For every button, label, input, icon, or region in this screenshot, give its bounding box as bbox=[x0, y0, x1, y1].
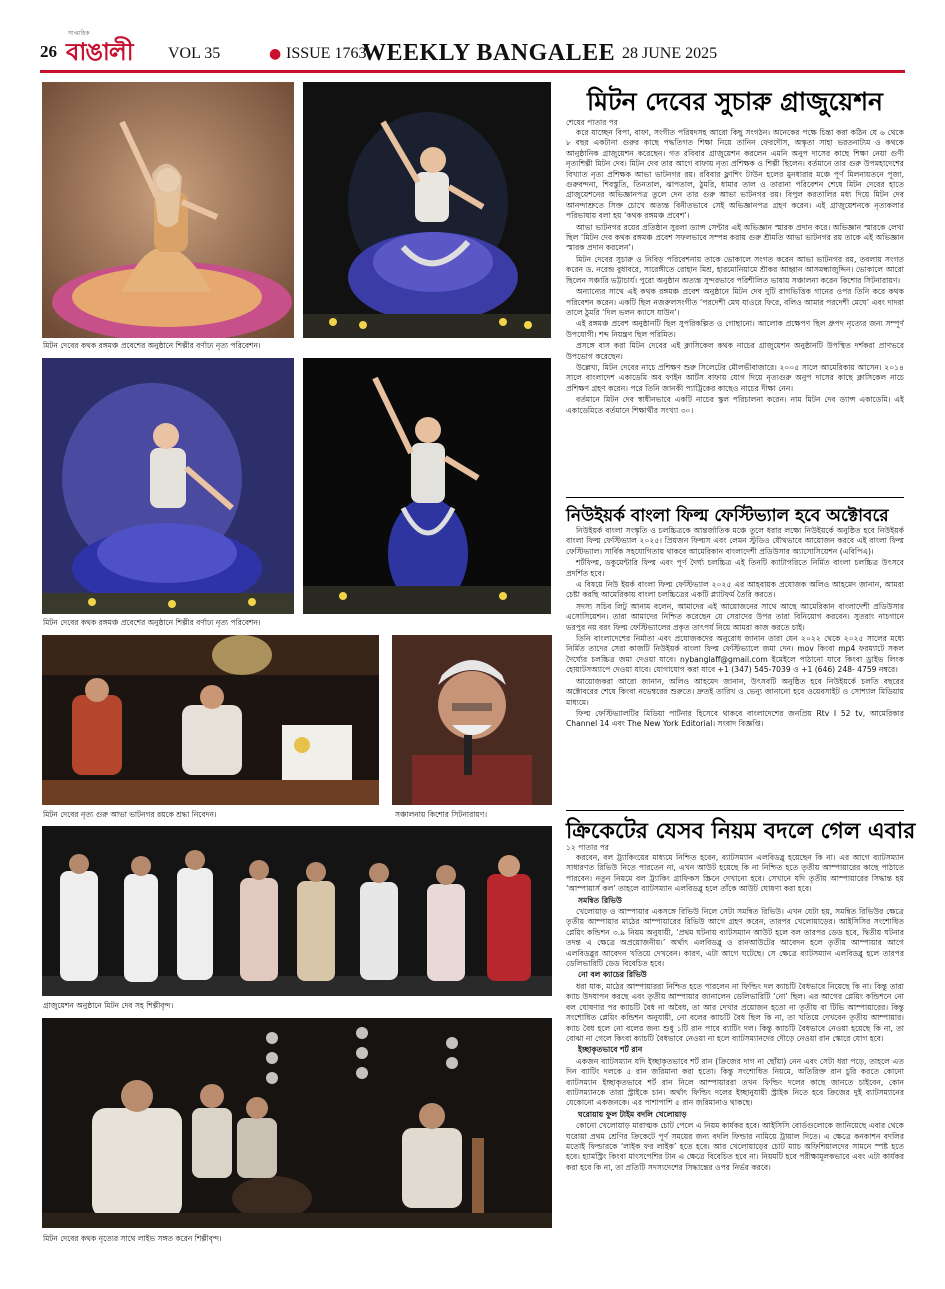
article-body-film-festival bbox=[566, 526, 904, 808]
photo-dancer-blue-skirt-1 bbox=[303, 82, 551, 338]
photo-group-artists bbox=[42, 826, 552, 996]
subheading: ঘরোয়ায় ফুল টাইম বদলি খেলোয়াড় bbox=[578, 1109, 687, 1119]
article-headline-cricket-rules: ক্রিকেটের যেসব নিয়ম বদলে গেল এবার bbox=[566, 819, 916, 844]
bullet-separator: ● bbox=[269, 46, 282, 62]
paragraph: শর্টফিল্ম, ডকুমেন্টারি ফিল্ম এবং পূর্ণ দৈর্ঘ্য চলচ্চিত্র এই তিনটি ক্যাটাগরিতে নির্মিত বাংলা চলচ্চিত্র উৎসবে প্রদর্শিত হবে। bbox=[566, 558, 904, 578]
masthead-rule bbox=[40, 70, 905, 73]
volume-number: VOL 35 bbox=[168, 45, 221, 62]
article-divider bbox=[566, 497, 904, 498]
article-continuation-note: ১২ পাতার পর bbox=[566, 843, 609, 852]
paragraph: ফিল্ম ফেস্টিভ্যালটির মিডিয়া পার্টনার হিসেবে থাকবে বাংলাদেশের জনপ্রিয় Rtv I 52 tv, আমেরিকার Channel 14 এবং The New York Editorial। সংবাদ বিজ্ঞপ্তি। bbox=[566, 708, 904, 729]
photo-dancer-gold-dress bbox=[42, 82, 294, 338]
photo-dancer-blue-skirt-3 bbox=[303, 358, 551, 614]
newspaper-logo bbox=[66, 30, 160, 68]
issue-number: ISSUE 1763 bbox=[286, 45, 367, 62]
photo-caption: গ্রাজুয়েশন অনুষ্ঠানে মিটন দেব সহ শিল্পীবৃন্দ। bbox=[43, 1001, 174, 1010]
article-body-cricket-rules bbox=[566, 853, 904, 1243]
photo-caption: মিটন দেবের কথক রঙ্গমঞ্চ প্রবেশের অনুষ্ঠানে শিল্পীর বর্ণাঢ্য নৃত্য পরিবেশন। bbox=[43, 618, 261, 627]
paragraph: করবেন, বল ট্র্যাকিংয়ের মাধ্যমে নিশ্চিত হবেন, ব্যাটসম্যান এলবিডব্লু হয়েছেন কি না। এর আগে ব্যাটসম্যান সাধারণত রিভিউ নিতে পারতেন না, এখন আউট হয়েছে কি না নিশ্চিত হতে তৃতীয় আম্পায়ারের কাছে পাঠাতে পারবেন। নতুন নিয়মে বল ট্র্যাকিং গ্রাফিকস স্ক্রিনে দেখানো হবে। সেখানে যদি তৃতীয় আম্পায়ারের সিদ্ধান্ত হয় ‘আম্পায়ার্স কল’ তাহলে ব্যাটসম্যান এলবিডব্লু হলে তাঁকে আউট ঘোষণা করা হবে। bbox=[566, 853, 904, 894]
paragraph: উল্লেখ্য, মিটন দেবের নাচে প্রশিক্ষণ শুরু সিলেটের মৌলভীবাজারে। ২০০৫ সালে আমেরিকায় আসেন। ২০১৪ সালে বাংলাদেশ একাডেমি অব ফাইন আর্টস বাফায় যোগ দিয়ে নৃত্যগুরু অনুপ দাসের কাছে ক্লাসিকেল নাচে প্রশিক্ষণ গ্রহণ করেন। পরে তিনি জানকী প্যাট্রিকের কাছেও নাচের দীক্ষা নেন। bbox=[566, 362, 904, 393]
photo-host-speaker bbox=[392, 635, 552, 805]
article-headline-graduation: মিটন দেবের সুচারু গ্রাজুয়েশন bbox=[587, 87, 883, 116]
paragraph: করে যাচ্ছেন বিপা, বাফা, সংগীত পরিষদসহ আরো কিছু সংগঠন। অনেকের পক্ষে চিন্তা করা কঠিন যে ৬ থেকে ৮ বছর একটানা গুরুর কাছে পদ্ধতিগত শিক্ষা নিয়ে তানিন ফেরদৌস, অস্কৃতা সাহা ভরতনাট্যম ও কথকে আনুষ্ঠানিক গ্রাজুয়েশন করেছেন। গত রবিবার গ্রাজুয়েশন করলেন এমনি অনুপ দাসের কাছে শিক্ষা নেয়া গুণী নৃত্যশিল্পী মিটন দেব। মিটন দেব তার আগে বাফায় নৃত্য প্রশিক্ষক ও শিল্পী ছিলেন। বর্তমানে তার গুরু উপমহাদেশের বিখ্যাত নৃত্য প্রশিক্ষক আভা ভাটনগর রয়। রবিবার ফ্লাশিং টাউন হলের মুনধারার মঞ্চে পূর্ণ মিলনায়তনে পূজা, গুরুবন্দনা, শিবস্তুতি, তিনতাল, ঝাপতাল, ঠুমরি, ধামার তাল ও তারানা পরিবেশন শেষে মিটন দেবের হাতে গ্রাজুয়েশনের অভিজ্ঞানপত্র তুলে দেন তার গুরু আভা ভাটনগর রয়। বিপুল করতালির মধ্য দিয়ে মিটন দেব আনন্দাশ্রুতে সিক্ত চোখে অত্যন্ত বিনীতভাবে সেই অভিজ্ঞানপত্র গ্রহণ করেন। এই গ্রাজুয়েশনকে নৃত্যকলার পরিভাষায় বলা হয় ‘কথক রঙ্গমঞ্চ প্রবেশ’। bbox=[566, 128, 904, 221]
paper-name: WEEKLY BANGALEE bbox=[362, 40, 616, 66]
photo-dancer-blue-skirt-2 bbox=[42, 358, 294, 614]
photo-tribute-to-guru bbox=[42, 635, 379, 805]
paragraph: মিটন দেবের সুচারু ও নিবিড় পরিবেশনায় তাকে ভোকালে সংগত করেন আভা ভাটনগর রয়, তবলায় সংগত করেন ড. নরেন্দ্র বুধাবরে, সারেঙ্গীতে রোহান মিশ্র, হারমোনিয়ামে শ্রীকর আহ্বান আসমন্ধাজুদ্দিন। ভোকালে আরো ছিলেন সঞ্চারি ভট্টাচার্য। পুরো অনুষ্ঠান অত্যন্ত সুন্দরভাবে পরিশীলিত ভাষায় সঞ্চালনা করেন কিশোর সিটনারায়ণ। bbox=[566, 254, 904, 285]
paragraph: তিনি বাংলাদেশের নির্মাতা এবং প্রযোজকদের অনুরোধ জানান তারা যেন ২০২২ থেকে ২০২৫ সালের মধ্যে নির্মিত তাদের সেরা কাজটি নিউইয়র্ক বাংলা ফিল্ম ফেস্টিভ্যালে জমা দেন। mov কিংবা mp4 ফরম্যাটে সকল দৈর্ঘ্যের চলচ্চিত্র জমা দেওয়া যাবে। nybanglaff@gmail.com ইমেইলে পাঠানো যাবে কিংবা ড্রাইভ লিংক হোয়াটসঅ্যাপে দেওয়া যাবে। যোগাযোগ করা যাবে +1 (347) 545-7039 ও +1 (646) 248- 4759 নম্বরে। bbox=[566, 634, 904, 675]
subheading: সমন্বিত রিভিউ bbox=[578, 895, 622, 905]
paragraph: নিউইয়র্ক বাংলা সংস্কৃতি ও চলচ্চিত্রকে আন্তর্জাতিক মঞ্চে তুলে ধরার লক্ষ্যে নিউইয়র্কে অনুষ্ঠিত হবে নিউইয়র্ক বাংলা ফিল্ম ফেস্টিভ্যাল ২০২৫। প্রিয়জন ফিল্মস এবং লেমন স্টুডিও যৌথভাবে আয়োজন করবে এই বাংলা ফিল্ম ফেস্টিভ্যাল। সার্বিক সহযোগিতায় থাকবে আমেরিকান বাংলাদেশী প্রডিউসার অ্যাসোসিয়েশন (এবিপিএ)। bbox=[566, 526, 904, 556]
article-divider bbox=[566, 810, 904, 811]
issue-date: 28 JUNE 2025 bbox=[622, 45, 718, 62]
page-number: 26 bbox=[40, 42, 57, 61]
logo-tagline: সাপ্তাহিক bbox=[68, 30, 90, 37]
paragraph: খেলোয়াড় ও আম্পায়ার একসঙ্গে রিভিউ নিলে সেটা সমন্বিত রিভিউ। এখন যেটা হয়, সমন্বিত রিভিউর ক্ষেত্রে তৃতীয় আম্পায়ার মাঠের আম্পায়ারের রিভিউ আগে গ্রহণ করেন, তারপর খেলোয়াড়ের। আইসিসির সংশোধিত প্লেয়িং কন্ডিশন ৩.৯ নিয়ম অনুযায়ী, ‘প্রথম ঘটনায় ব্যাটসম্যান আউট হলে বল তারপর ডেড হবে, দ্বিতীয় ঘটনার তদন্ত এ ক্ষেত্রে অপ্রয়োজনীয়।’ অর্থাৎ এলবিডব্লু ও রানআউটের আবেদন হলে তৃতীয় আম্পায়ার আগে এলবিডব্লুর আবেদন খতিয়ে দেখবেন। কারণ, এটা আগে ঘটেছে। সে ক্ষেত্রে ব্যাটসম্যান এলবিডব্লু হলে তারপর ডেলিভারিটি ডেড বিবেচিত হবে। bbox=[566, 907, 904, 969]
paragraph: একজন ব্যাটসম্যান যদি ইচ্ছাকৃতভাবে শর্ট রান (ক্রিজের দাগ না ছোঁয়া) নেন এবং সেটা ধরা পড়ে, তাহলে এত দিন ব্যাটিং দলকে ৫ রান জরিমানা করা হতো। কিন্তু সংশোধিত নিয়মে, অতিরিক্ত রান চুরি করতে কোনো ব্যাটসম্যান ইচ্ছাকৃতভাবে শর্ট রান নিলে আম্পায়াররা তখন ফিল্ডিং দলের কাছে জানতে চাইবেন, কোন ব্যাটসম্যানকে তারা স্ট্রাইকে চান। অর্থাৎ ফিল্ডিং দলের ইচ্ছানুযায়ী স্ট্রাইক নিতে হবে ক্রিজের দুই ব্যাটসম্যানের যেকোনো একজনকে। এর পাশাপাশি ৫ রান জরিমানাও থাকছে। bbox=[566, 1056, 904, 1108]
paragraph: আভা ভাটনগর রয়ের প্রতিষ্ঠান সুরলা ড্যান্স সেন্টার এই অভিজ্ঞান স্মারক প্রদান করে। অভিজ্ঞান স্মারকে লেখা ছিল ‘মিটন দেব কথক রঙ্গমঞ্চ প্রবেশ সফলভাবে সম্পন্ন করায় গুরু শ্রীমতি আভা ভাটনগর রয় তাকে এই অভিজ্ঞান স্মারক প্রদান করলেন’। bbox=[566, 222, 904, 253]
paragraph: সদস্য সচিব লিটু আনাম বলেন, আমাদের এই আয়োজনের সাথে আছে আমেরিকান বাংলাদেশী প্রডিউসার এসোসিয়েশন। তারা আমাদের নিশ্চিত করেছেন যে সেরাদের উপর তারা বিনিয়োগ করবেন। সুতরাং নাচগানে ভরপুর নয় বরং ফিল্ম ফেস্টিভ্যালের প্রকৃত তাৎপর্য নিয়ে আমরা কাজ করতে চাই। bbox=[566, 601, 904, 632]
article-headline-film-festival: নিউইয়র্ক বাংলা ফিল্ম ফেস্টিভ্যাল হবে অক্টোবরে bbox=[566, 506, 889, 526]
photo-caption: মিটন দেবের কথক নৃত্যের সাথে লাইভ সঙ্গত করেন শিল্পীবৃন্দ। bbox=[43, 1234, 222, 1243]
paragraph: বর্তমানে মিটন দেব স্বাধীনভাবে একটি নাচের স্কুল পরিচালনা করেন। নাম মিটন দেব ড্যান্স একাডেমি। এই একাডেমিতে বর্তমানে শিক্ষার্থীর সংখ্যা ৩০। bbox=[566, 395, 904, 415]
photo-live-musicians bbox=[42, 1018, 552, 1228]
paragraph: আয়োজকরা আরো জানান, অলিও আহমেদ জানান, উৎসবটি অনুষ্ঠিত হবে নিউইয়র্কে চলতি বছরের অক্টোবরের শেষে কিংবা নভেম্বরের শুরুতে। দ্রুতই তারিখ ও ভেন্যু জানানো হবে ওয়েবসাইট ও সোশ্যাল মিডিয়ায় মাধ্যমে। bbox=[566, 676, 904, 707]
subheading: ইচ্ছাকৃতভাবে শর্ট রান bbox=[578, 1045, 643, 1055]
photo-caption: মিটন দেবের নৃত্য গুরু আভা ভাটনগর রয়কে শ্রদ্ধা নিবেদন। bbox=[43, 810, 217, 819]
paragraph: কোনো খেলোয়াড় মারাত্মক চোট পেলে এ নিয়ম কার্যকর হবে। আইসিসি বোর্ডগুলোকে জানিয়েছে এবার থেকে ঘরোয়া প্রথম শ্রেণির ক্রিকেটে পূর্ণ সময়ের জন্য বদলি ফিল্ডার নামিয়ে ট্রায়াল দিতে। এ ক্ষেত্রে কনকাশন বদলির মতোই ফিল্ডারকে ‘লাইক ফর লাইক’ হতে হবে। আর খেলোয়াড়ের চোট ম্যাচ অফিশিয়ালদের সামনে স্পষ্ট হতে হবে। হ্যামস্ট্রিং কিংবা মাংসপেশির টান এ ক্ষেত্রে বিবেচিত হবে না। নিয়মটি হবে পরীক্ষামূলকভাবে এবং এটা কার্যকর করা হবে কি না, তা প্রতিটি সদস্যদেশের সিদ্ধান্তের ওপর নির্ভর করবে। bbox=[566, 1121, 904, 1172]
photo-caption: সঞ্চালনায় কিশোর সিটনারায়ণ। bbox=[395, 810, 488, 819]
masthead bbox=[40, 30, 905, 72]
paragraph: এ বিষয়ে নিউ ইয়র্ক বাংলা ফিল্ম ফেস্টিভ্যাল ২০২৫ এর আহবায়ক প্রযোজক অলিও আহমেদ জানান, আমরা চেষ্টা করছি আমেরিকায় বাংলা চলচ্চিত্রের একটি প্ল্যাটফর্ম তৈরি করতে। bbox=[566, 580, 904, 600]
subheading: নো বল ক্যাচের রিভিউ bbox=[578, 970, 647, 980]
photo-caption: মিটন দেবের কথক রঙ্গমঞ্চ প্রবেশের অনুষ্ঠানে শিল্পীর বর্ণাঢ্য নৃত্য পরিবেশন। bbox=[43, 341, 261, 350]
paragraph: এই রঙ্গমঞ্চ প্রবেশ অনুষ্ঠানটি ছিল সুপরিকল্পিত ও গোছানো। আলোক প্রক্ষেপণ ছিল ধ্রুপদ নৃত্যের জন্য সম্পূর্ণ উপযোগী। শব্দ নিয়ন্ত্রণ ছিল পরিমিত। bbox=[566, 319, 904, 339]
article-continuation-note: শেষের পাতার পর bbox=[566, 118, 618, 127]
logo-text: বাঙালী bbox=[66, 37, 133, 66]
paragraph: প্রসঙ্গে বাস করা মিটন দেবের এই ক্লাসিকেল কথক নাচের গ্রাজুয়েশন অনুষ্ঠানটি উপস্থিত দর্শকরা প্রাণভরে উপভোগ করেছেন। bbox=[566, 341, 904, 361]
paragraph: অন্যান্যের সাথে এই কথক রঙ্গমঞ্চ প্রবেশ অনুষ্ঠানে মিটন দেব দুটি রাগভিত্তিক গানের ওপর তিনি করে কথক পরিবেশন করেন। একটি ছিল নজরুলসংগীত ‘পরদেশী মেঘ যাওরে ফিরে, বলিও আমার পরদেশী মেঘে’ এবং দাদরা তালে ঠুমরি ‘দিল ভলন ক্যাসে যাউন’। bbox=[566, 287, 904, 317]
article-body-graduation bbox=[566, 128, 904, 494]
paragraph: ধরা যাক, মাঠের আম্পায়াররা নিশ্চিত হতে পারলেন না ফিল্ডিং দল ক্যাচটি বৈধভাবে নিয়েছে কি না। কিন্তু তারা ক্যাচ উদযাপন করছে এবং তৃতীয় আম্পায়ার জানালেন ডেলিভারিটি ‘নো’ ছিল। এর আগের প্লেয়িং কন্ডিশনে নো বল ঘোষণার পর ক্যাচটি বৈধ না অবৈধ, তা আর দেখার প্রয়োজন হতো না তৃতীয় বা টিভি আম্পায়ারের। কিন্তু সংশোধিত প্লেয়িং কন্ডিশন অনুযায়ী, নো বলের ক্যাচটি বৈধ ছিল কি না, তা খতিয়ে দেখবেন তৃতীয় আম্পায়ার। ক্যাচ বৈধ হলে নো বলের জন্য শুধু ১টি রান পাবে ব্যাটিং দল। কিন্তু ক্যাচটি বৈধভাবে নেওয়া হয়েছে কি না, তা বোঝা না গেলে কিংবা ক্যাচটি বৈধভাবে নেওয়া না হলে ব্যাটসম্যানদের দৌড়ে নেওয়া রান স্কোরে যোগ হবে। bbox=[566, 981, 904, 1043]
